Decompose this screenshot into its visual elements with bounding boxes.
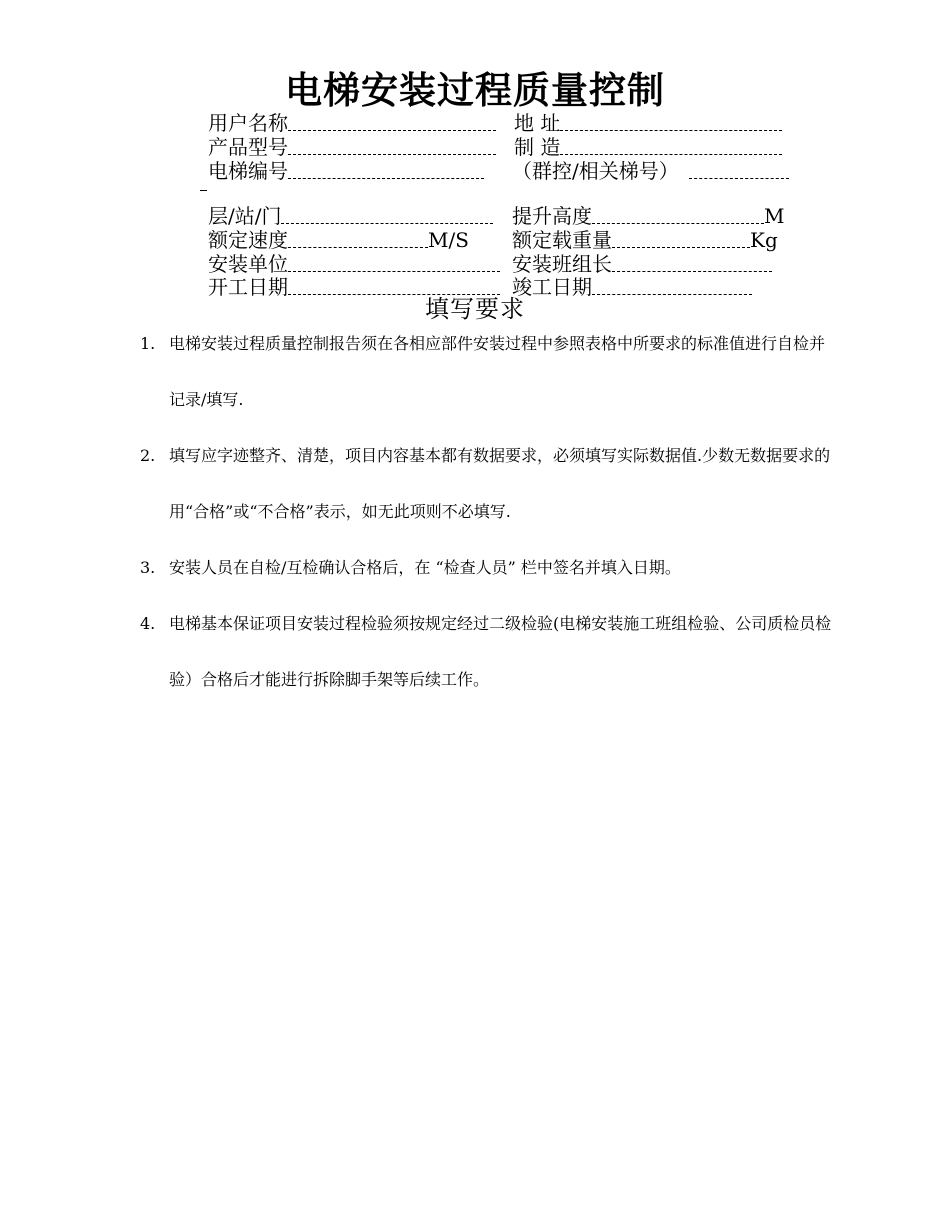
form-row-floors-height (208, 204, 820, 228)
elevator-number-blank[interactable] (288, 159, 484, 183)
rated-load-blank[interactable] (612, 228, 750, 252)
manufacturer-label: 制 造 (514, 135, 561, 159)
start-date-label: 开工日期 (208, 275, 288, 299)
requirement-number: 2. (140, 446, 156, 465)
manufacturer-field[interactable] (514, 135, 782, 159)
requirement-item (140, 428, 840, 540)
group-control-field[interactable] (512, 159, 789, 183)
address-blank[interactable] (560, 111, 782, 135)
form-row-speed-load (208, 228, 820, 252)
form-row-company-leader (208, 252, 820, 276)
elevator-number-label: 电梯编号 (208, 159, 288, 183)
address-field[interactable] (514, 111, 782, 135)
requirement-text: 填写应字迹整齐、清楚，项目内容基本都有数据要求，必须填写实际数据值.少数无数据要求的用“合格”或“不合格”表示，如无此项则不必填写. (169, 446, 831, 521)
install-company-blank[interactable] (288, 252, 500, 276)
requirement-item (140, 540, 840, 596)
requirement-text: 电梯基本保证项目安装过程检验须按规定经过二级检验(电梯安装施工班组检验、公司质检员检验）合格后才能进行拆除脚手架等后续工作。 (169, 614, 832, 689)
requirement-number: 3. (140, 558, 156, 577)
manufacturer-blank[interactable] (560, 135, 782, 159)
form-row-model-manufacturer (208, 135, 820, 159)
elevator-number-field[interactable] (208, 159, 484, 183)
requirements-heading: 填写要求 (425, 295, 525, 323)
rated-speed-label: 额定速度 (208, 228, 288, 252)
rated-speed-blank[interactable] (288, 228, 428, 252)
completion-date-label: 竣工日期 (512, 275, 592, 299)
floors-stops-doors-field[interactable] (208, 204, 493, 228)
form-row-user-address (208, 111, 820, 135)
rated-speed-field[interactable] (208, 228, 469, 252)
user-name-field[interactable] (208, 111, 496, 135)
requirement-item (140, 316, 840, 428)
install-team-leader-label: 安装班组长 (512, 252, 612, 276)
rated-load-unit: Kg (750, 228, 778, 252)
product-model-field[interactable] (208, 135, 496, 159)
wrapped-underline (200, 190, 207, 191)
requirement-item (140, 596, 840, 708)
group-control-label: （群控/相关梯号） (512, 159, 679, 183)
user-name-label: 用户名称 (208, 111, 288, 135)
requirements-list (140, 316, 840, 708)
lift-height-field[interactable] (512, 204, 784, 228)
rated-load-field[interactable] (512, 228, 778, 252)
rated-speed-unit: M/S (428, 228, 469, 252)
form-row-elevator-number (208, 159, 820, 183)
install-team-leader-field[interactable] (512, 252, 772, 276)
requirement-text: 安装人员在自检/互检确认合格后，在 “检查人员” 栏中签名并填入日期。 (169, 558, 681, 577)
lift-height-label: 提升高度 (512, 204, 592, 228)
install-company-field[interactable] (208, 252, 500, 276)
install-company-label: 安装单位 (208, 252, 288, 276)
document-title: 电梯安装过程质量控制 (285, 68, 665, 112)
requirement-number: 4. (140, 614, 156, 633)
lift-height-blank[interactable] (592, 204, 764, 228)
product-model-label: 产品型号 (208, 135, 288, 159)
address-label: 地 址 (514, 111, 561, 135)
lift-height-unit: M (764, 204, 785, 228)
user-name-blank[interactable] (288, 111, 496, 135)
requirement-text: 电梯安装过程质量控制报告须在各相应部件安装过程中参照表格中所要求的标准值进行自检并记录/填写. (169, 334, 826, 409)
product-model-blank[interactable] (288, 135, 496, 159)
rated-load-label: 额定载重量 (512, 228, 612, 252)
group-control-blank[interactable] (689, 159, 789, 183)
floors-stops-doors-blank[interactable] (281, 204, 493, 228)
install-team-leader-blank[interactable] (612, 252, 772, 276)
requirement-number: 1. (140, 334, 156, 353)
floors-stops-doors-label: 层/站/门 (208, 204, 282, 228)
